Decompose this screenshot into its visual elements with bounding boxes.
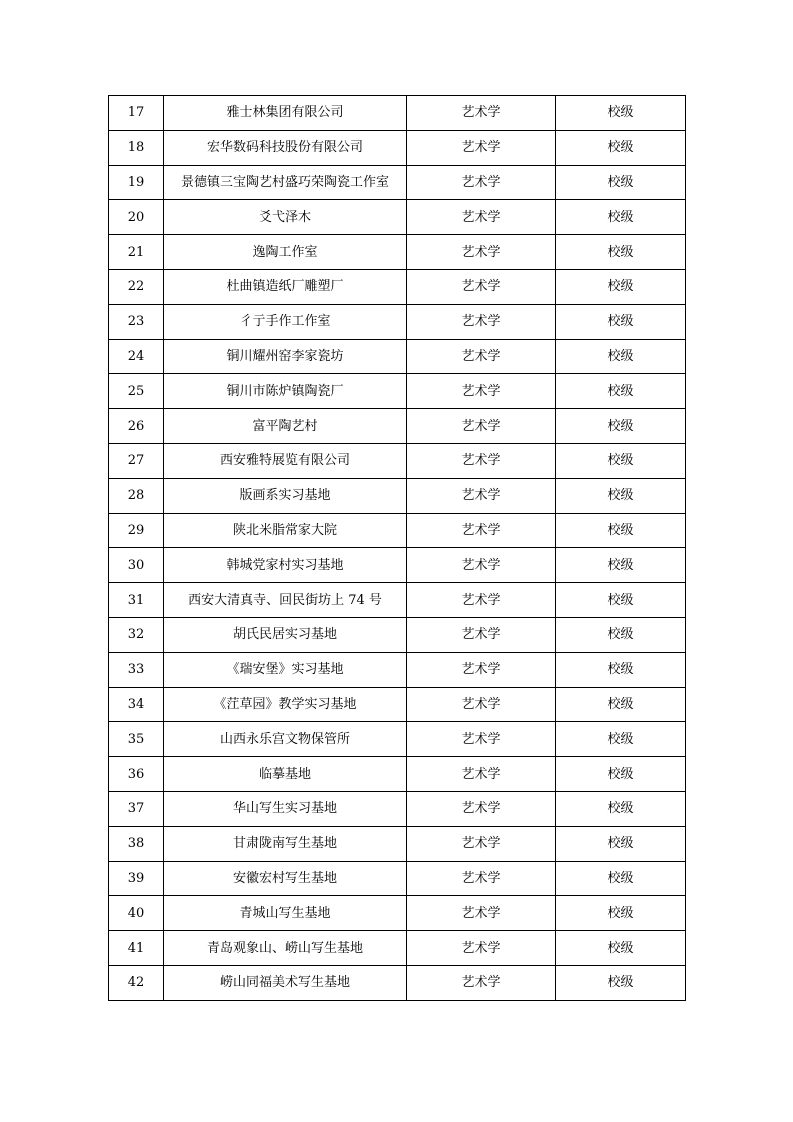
subject-cell: 艺术学: [407, 757, 556, 792]
row-number-cell: 24: [109, 339, 164, 374]
subject-cell: 艺术学: [407, 374, 556, 409]
level-cell: 校级: [556, 513, 686, 548]
practice-base-table: [108, 95, 686, 1001]
table-row: [109, 548, 686, 583]
base-name-cell: 崂山同福美术写生基地: [164, 965, 407, 1000]
table-row: [109, 791, 686, 826]
row-number-cell: 37: [109, 791, 164, 826]
table-row: [109, 826, 686, 861]
base-name-cell: 杜曲镇造纸厂雕塑厂: [164, 269, 407, 304]
row-number-cell: 17: [109, 96, 164, 131]
table-row: [109, 617, 686, 652]
base-name-cell: 青岛观象山、崂山写生基地: [164, 931, 407, 966]
row-number-cell: 30: [109, 548, 164, 583]
table-row: [109, 478, 686, 513]
level-cell: 校级: [556, 130, 686, 165]
base-name-cell: 爻弋泽木: [164, 200, 407, 235]
subject-cell: 艺术学: [407, 235, 556, 270]
base-name-cell: 宏华数码科技股份有限公司: [164, 130, 407, 165]
row-number-cell: 41: [109, 931, 164, 966]
row-number-cell: 42: [109, 965, 164, 1000]
base-name-cell: 胡氏民居实习基地: [164, 617, 407, 652]
subject-cell: 艺术学: [407, 583, 556, 618]
base-name-cell: 韩城党家村实习基地: [164, 548, 407, 583]
table-row: [109, 583, 686, 618]
table-row: [109, 861, 686, 896]
subject-cell: 艺术学: [407, 826, 556, 861]
subject-cell: 艺术学: [407, 791, 556, 826]
row-number-cell: 21: [109, 235, 164, 270]
table-row: [109, 130, 686, 165]
subject-cell: 艺术学: [407, 478, 556, 513]
row-number-cell: 39: [109, 861, 164, 896]
row-number-cell: 31: [109, 583, 164, 618]
base-name-cell: 版画系实习基地: [164, 478, 407, 513]
level-cell: 校级: [556, 861, 686, 896]
subject-cell: 艺术学: [407, 896, 556, 931]
subject-cell: 艺术学: [407, 652, 556, 687]
table-row: [109, 165, 686, 200]
subject-cell: 艺术学: [407, 687, 556, 722]
level-cell: 校级: [556, 304, 686, 339]
subject-cell: 艺术学: [407, 443, 556, 478]
base-name-cell: 《茳草园》教学实习基地: [164, 687, 407, 722]
subject-cell: 艺术学: [407, 200, 556, 235]
row-number-cell: 20: [109, 200, 164, 235]
base-name-cell: 雅士林集团有限公司: [164, 96, 407, 131]
level-cell: 校级: [556, 478, 686, 513]
table-row: [109, 687, 686, 722]
level-cell: 校级: [556, 269, 686, 304]
base-name-cell: 山西永乐宫文物保管所: [164, 722, 407, 757]
table-row: [109, 374, 686, 409]
row-number-cell: 29: [109, 513, 164, 548]
level-cell: 校级: [556, 791, 686, 826]
base-name-cell: 铜川市陈炉镇陶瓷厂: [164, 374, 407, 409]
table-body: [109, 96, 686, 1001]
subject-cell: 艺术学: [407, 269, 556, 304]
table-row: [109, 965, 686, 1000]
row-number-cell: 35: [109, 722, 164, 757]
base-name-cell: 彳亍手作工作室: [164, 304, 407, 339]
row-number-cell: 26: [109, 409, 164, 444]
subject-cell: 艺术学: [407, 339, 556, 374]
row-number-cell: 34: [109, 687, 164, 722]
level-cell: 校级: [556, 200, 686, 235]
row-number-cell: 22: [109, 269, 164, 304]
table-row: [109, 304, 686, 339]
level-cell: 校级: [556, 548, 686, 583]
subject-cell: 艺术学: [407, 617, 556, 652]
level-cell: 校级: [556, 374, 686, 409]
row-number-cell: 18: [109, 130, 164, 165]
table-row: [109, 235, 686, 270]
table-row: [109, 652, 686, 687]
subject-cell: 艺术学: [407, 409, 556, 444]
table-row: [109, 931, 686, 966]
table-row: [109, 896, 686, 931]
subject-cell: 艺术学: [407, 548, 556, 583]
level-cell: 校级: [556, 443, 686, 478]
table-row: [109, 269, 686, 304]
subject-cell: 艺术学: [407, 722, 556, 757]
subject-cell: 艺术学: [407, 304, 556, 339]
level-cell: 校级: [556, 757, 686, 792]
row-number-cell: 27: [109, 443, 164, 478]
level-cell: 校级: [556, 722, 686, 757]
base-name-cell: 富平陶艺村: [164, 409, 407, 444]
level-cell: 校级: [556, 965, 686, 1000]
row-number-cell: 28: [109, 478, 164, 513]
level-cell: 校级: [556, 165, 686, 200]
base-name-cell: 铜川耀州窑李家瓷坊: [164, 339, 407, 374]
table-row: [109, 722, 686, 757]
table-row: [109, 757, 686, 792]
base-name-cell: 西安大清真寺、回民街坊上 74 号: [164, 583, 407, 618]
base-name-cell: 华山写生实习基地: [164, 791, 407, 826]
row-number-cell: 33: [109, 652, 164, 687]
level-cell: 校级: [556, 409, 686, 444]
level-cell: 校级: [556, 931, 686, 966]
table-row: [109, 409, 686, 444]
base-name-cell: 陕北米脂常家大院: [164, 513, 407, 548]
table-row: [109, 443, 686, 478]
level-cell: 校级: [556, 826, 686, 861]
row-number-cell: 36: [109, 757, 164, 792]
level-cell: 校级: [556, 896, 686, 931]
level-cell: 校级: [556, 583, 686, 618]
base-name-cell: 甘肃陇南写生基地: [164, 826, 407, 861]
base-name-cell: 青城山写生基地: [164, 896, 407, 931]
level-cell: 校级: [556, 339, 686, 374]
row-number-cell: 25: [109, 374, 164, 409]
table-row: [109, 339, 686, 374]
subject-cell: 艺术学: [407, 165, 556, 200]
table-row: [109, 200, 686, 235]
row-number-cell: 23: [109, 304, 164, 339]
level-cell: 校级: [556, 96, 686, 131]
row-number-cell: 40: [109, 896, 164, 931]
row-number-cell: 32: [109, 617, 164, 652]
base-name-cell: 逸陶工作室: [164, 235, 407, 270]
level-cell: 校级: [556, 235, 686, 270]
subject-cell: 艺术学: [407, 965, 556, 1000]
subject-cell: 艺术学: [407, 130, 556, 165]
subject-cell: 艺术学: [407, 96, 556, 131]
row-number-cell: 19: [109, 165, 164, 200]
base-name-cell: 西安雅特展览有限公司: [164, 443, 407, 478]
base-name-cell: 临摹基地: [164, 757, 407, 792]
level-cell: 校级: [556, 687, 686, 722]
base-name-cell: 《瑞安堡》实习基地: [164, 652, 407, 687]
base-name-cell: 安徽宏村写生基地: [164, 861, 407, 896]
row-number-cell: 38: [109, 826, 164, 861]
level-cell: 校级: [556, 652, 686, 687]
table-row: [109, 513, 686, 548]
subject-cell: 艺术学: [407, 513, 556, 548]
level-cell: 校级: [556, 617, 686, 652]
table-row: [109, 96, 686, 131]
base-name-cell: 景德镇三宝陶艺村盛巧荣陶瓷工作室: [164, 165, 407, 200]
subject-cell: 艺术学: [407, 931, 556, 966]
subject-cell: 艺术学: [407, 861, 556, 896]
